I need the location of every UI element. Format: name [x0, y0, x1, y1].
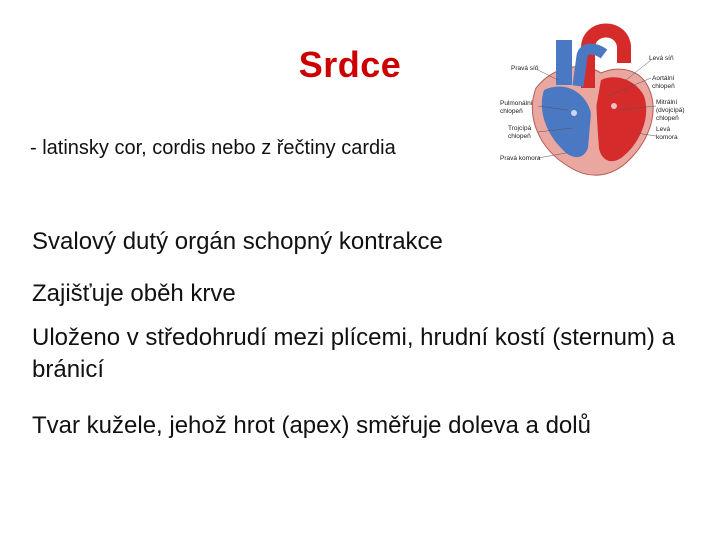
- label-prava-komora: Pravá komora: [500, 155, 541, 162]
- bullet-ulozeni: Uloženo v středohrudí mezi plícemi, hrudní kostí (sternum) a bránicí: [32, 324, 675, 383]
- label-prava-sin: Pravá síň: [511, 65, 539, 72]
- label-leva-komora: komora: [656, 134, 678, 141]
- label-aortalni-chlopen: chlopeň: [652, 83, 675, 90]
- bullet-obeh-krve: Zajišťuje oběh krve: [32, 280, 236, 307]
- label-pulmonalni: Pulmonální: [500, 100, 533, 107]
- heart-anatomy-diagram: [496, 18, 692, 193]
- label-mitralni: Mitrální: [656, 99, 678, 106]
- slide-title: Srdce: [298, 44, 402, 85]
- label-trojcipa: Trojcípá: [508, 125, 532, 132]
- label-leva: Levá: [656, 126, 671, 133]
- label-trojcipa-chlopen: chlopeň: [508, 133, 531, 140]
- bullet-tvar: Tvar kužele, jehož hrot (apex) směřuje doleva a dolů: [32, 412, 591, 439]
- slide-subtitle: - latinsky cor, cordis nebo z řečtiny cardia: [30, 137, 396, 159]
- bullet-svalovy-organ: Svalový dutý orgán schopný kontrakce: [32, 228, 443, 255]
- label-pulmonalni-chlopen: chlopeň: [500, 108, 523, 115]
- label-mitralni-chlopen: chlopeň: [656, 115, 679, 122]
- label-leva-sin: Levá síň: [649, 55, 674, 62]
- label-dvojcipa: (dvojcípá): [656, 107, 685, 114]
- label-aortalni: Aortální: [652, 75, 675, 82]
